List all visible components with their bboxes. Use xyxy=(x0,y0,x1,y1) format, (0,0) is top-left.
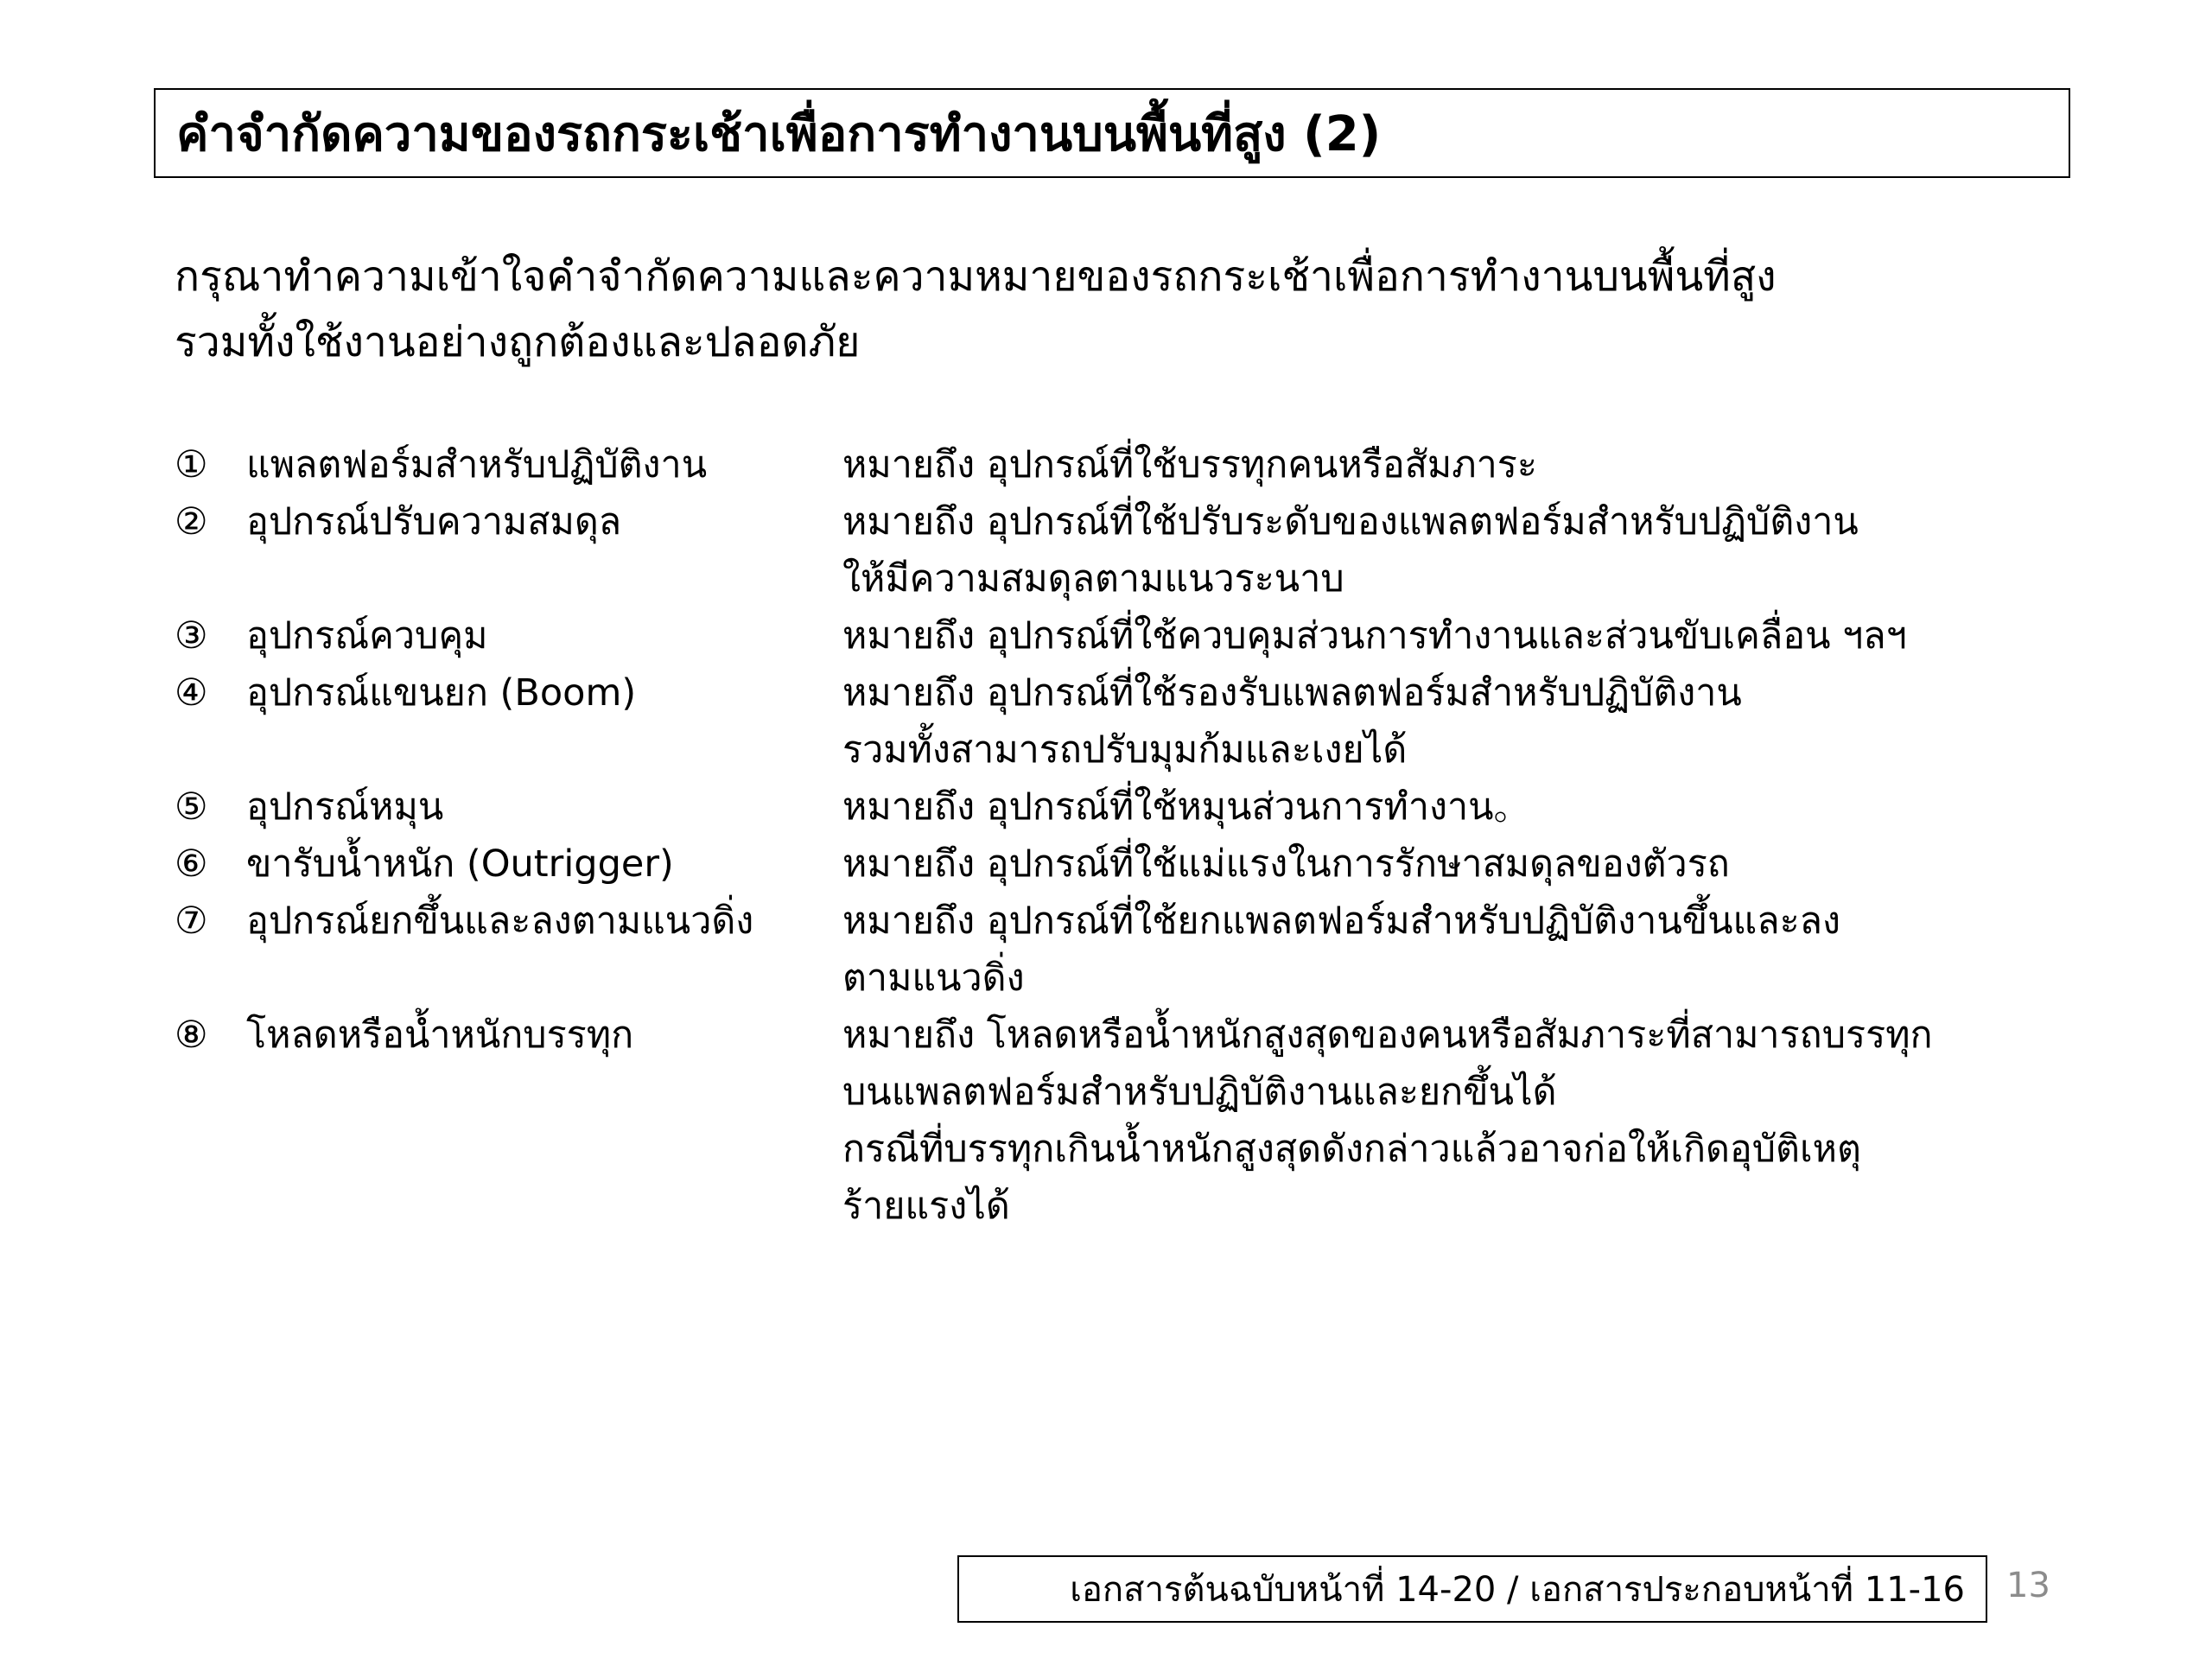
title-box xyxy=(154,88,2070,178)
definition-line: หมายถึง อุปกรณ์ที่ใช้ปรับระดับของแพลตฟอร์มสำหรับปฏิบัติงาน xyxy=(842,500,1859,543)
definition-item xyxy=(175,607,2075,664)
definition-number: ⑧ xyxy=(175,1014,208,1057)
definition-term: อุปกรณ์หมุน xyxy=(246,785,444,829)
definition-line: หมายถึง อุปกรณ์ที่ใช้ยกแพลตฟอร์มสำหรับปฏิบัติงานขึ้นและลง xyxy=(842,899,1841,943)
definition-term: อุปกรณ์ควบคุม xyxy=(246,614,488,658)
definition-item xyxy=(175,1007,2075,1235)
definition-line: หมายถึง อุปกรณ์ที่ใช้แม่แรงในการรักษาสมดุลของตัวรถ xyxy=(842,842,1730,886)
page-title: คำจำกัดความของรถกระเช้าเพื่อการทำงานบนพื้นที่สูง (2) xyxy=(176,105,1382,162)
definition-term: อุปกรณ์ยกขึ้นและลงตามแนวดิ่ง xyxy=(246,899,754,943)
intro-paragraph xyxy=(175,244,2075,375)
definition-item xyxy=(175,836,2075,893)
definition-term: อุปกรณ์แขนยก (Boom) xyxy=(246,671,637,715)
definition-line: หมายถึง โหลดหรือน้ำหนักสูงสุดของคนหรือสัมภาระที่สามารถบรรทุก xyxy=(842,1014,1933,1057)
definition-number: ④ xyxy=(175,671,208,715)
definition-description xyxy=(842,1007,2075,1235)
definition-term: อุปกรณ์ปรับความสมดุล xyxy=(246,500,622,543)
definition-item xyxy=(175,436,2075,493)
definition-term: ขารับน้ำหนัก (Outrigger) xyxy=(246,842,674,886)
definition-description xyxy=(842,436,2075,493)
definition-number: ① xyxy=(175,443,208,486)
definition-item xyxy=(175,493,2075,607)
definition-description xyxy=(842,664,2075,779)
definition-description xyxy=(842,607,2075,664)
definition-line: กรณีที่บรรทุกเกินน้ำหนักสูงสุดดังกล่าวแล้วอาจก่อให้เกิดอุบัติเหตุ xyxy=(842,1128,1861,1171)
definition-term: แพลตฟอร์มสำหรับปฏิบัติงาน xyxy=(246,443,708,486)
definition-line: หมายถึง อุปกรณ์ที่ใช้หมุนส่วนการทำงาน。 xyxy=(842,785,1531,829)
definition-list xyxy=(175,436,2075,1235)
definition-item xyxy=(175,893,2075,1007)
definition-line: หมายถึง อุปกรณ์ที่ใช้บรรทุกคนหรือสัมภาระ xyxy=(842,443,1537,486)
definition-description xyxy=(842,493,2075,607)
definition-description xyxy=(842,893,2075,1007)
definition-line: ร้ายแรงได้ xyxy=(842,1185,1010,1228)
reference-box xyxy=(957,1555,1987,1623)
definition-line: หมายถึง อุปกรณ์ที่ใช้ควบคุมส่วนการทำงานและส่วนขับเคลื่อน ฯลฯ xyxy=(842,614,1907,658)
definition-line: หมายถึง อุปกรณ์ที่ใช้รองรับแพลตฟอร์มสำหรับปฏิบัติงาน xyxy=(842,671,1742,715)
page-number: 13 xyxy=(2006,1566,2050,1605)
definition-number: ⑥ xyxy=(175,842,208,886)
definition-number: ⑦ xyxy=(175,899,208,943)
definition-description xyxy=(842,836,2075,893)
definition-line: ให้มีความสมดุลตามแนวระนาบ xyxy=(842,557,1344,601)
definition-number: ③ xyxy=(175,614,208,658)
definition-line: บนแพลตฟอร์มสำหรับปฏิบัติงานและยกขึ้นได้ xyxy=(842,1071,1557,1114)
definition-description xyxy=(842,779,2075,836)
definition-item xyxy=(175,664,2075,779)
definition-term: โหลดหรือน้ำหนักบรรทุก xyxy=(246,1014,634,1057)
definition-number: ② xyxy=(175,500,208,543)
definition-line: รวมทั้งสามารถปรับมุมก้มและเงยได้ xyxy=(842,728,1408,772)
intro-line: กรุณาทำความเข้าใจคำจำกัดความและความหมายของรถกระเช้าเพื่อการทำงานบนพื้นที่สูง xyxy=(175,252,1777,301)
definition-line: ตามแนวดิ่ง xyxy=(842,957,1025,1000)
definition-number: ⑤ xyxy=(175,785,208,829)
intro-line: รวมทั้งใช้งานอย่างถูกต้องและปลอดภัย xyxy=(175,318,861,366)
reference-text: เอกสารต้นฉบับหน้าที่ 14-20 / เอกสารประกอบหน้าที่ 11-16 xyxy=(1070,1570,1965,1610)
definition-item xyxy=(175,779,2075,836)
